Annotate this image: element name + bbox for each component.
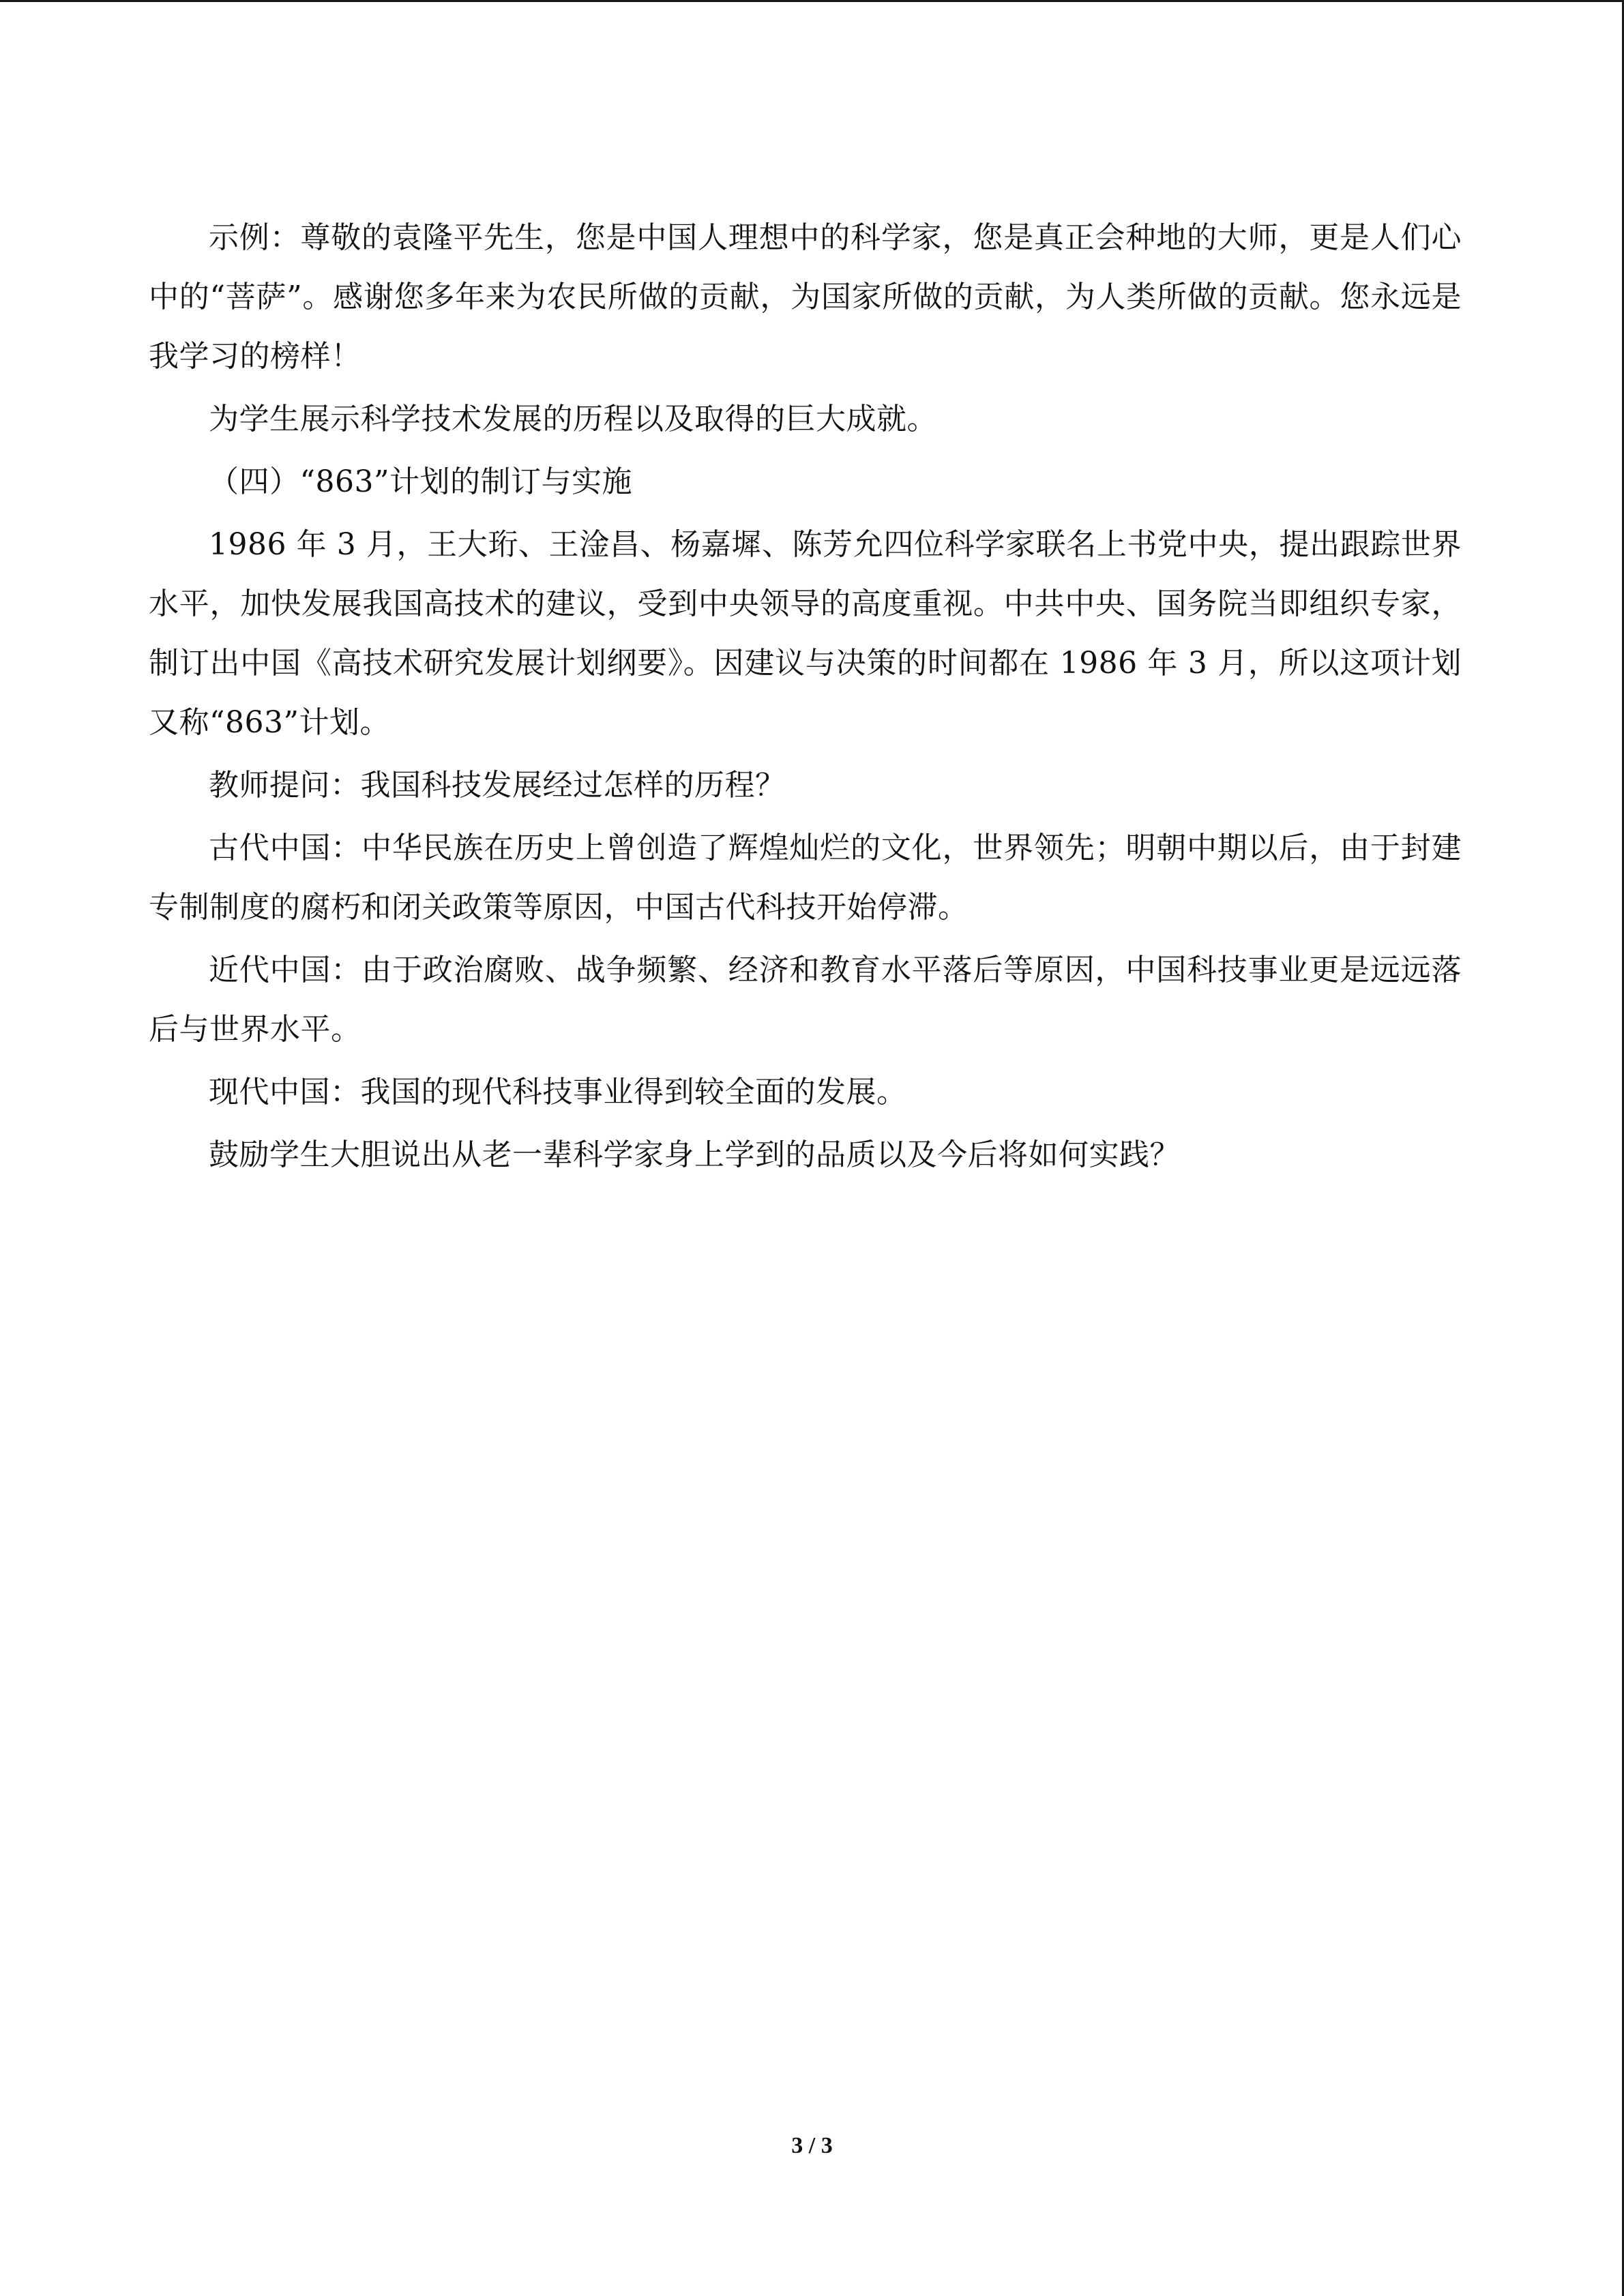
paragraph-show-achievements: 为学生展示科学技术发展的历程以及取得的巨大成就。 xyxy=(209,402,937,436)
paragraph-contemporary-china: 现代中国：我国的现代科技事业得到较全面的发展。 xyxy=(209,1075,907,1109)
paragraph-ancient-china: 古代中国：中华民族在历史上曾创造了辉煌灿烂的文化，世界领先；明朝中期以后，由于封建专制制度的腐朽和闭关政策等原因，中国古代科技开始停滞。 xyxy=(149,831,1462,925)
paragraph-modern-era-china: 近代中国：由于政治腐败、战争频繁、经济和教育水平落后等原因，中国科技事业更是远远落后与世界水平。 xyxy=(149,953,1462,1047)
paragraph-example: 示例：尊敬的袁隆平先生，您是中国人理想中的科学家，您是真正会种地的大师，更是人们心中的“菩萨”。感谢您多年来为农民所做的贡献，为国家所做的贡献，为人类所做的贡献。您永远是我学习的榜样！ xyxy=(149,220,1462,374)
document-body xyxy=(149,208,1462,1188)
paragraph-863-plan: 1986 年 3 月，王大珩、王淦昌、杨嘉墀、陈芳允四位科学家联名上书党中央，提出跟踪世界水平，加快发展我国高技术的建议，受到中央领导的高度重视。中共中央、国务院当即组织专家，制订出中国《高技术研究发展计划纲要》。因建议与决策的时间都在 1986 年 3 月，所以这项计划又称“863”计划。 xyxy=(149,527,1462,740)
page-top-border xyxy=(0,0,1624,2)
paragraph-encourage-students: 鼓励学生大胆说出从老一辈科学家身上学到的品质以及今后将如何实践？ xyxy=(209,1137,1180,1172)
section-heading-863: （四）“863”计划的制订与实施 xyxy=(209,464,632,499)
paragraph-teacher-question: 教师提问：我国科技发展经过怎样的历程？ xyxy=(209,768,786,803)
page-number: 3 / 3 xyxy=(791,2133,833,2158)
